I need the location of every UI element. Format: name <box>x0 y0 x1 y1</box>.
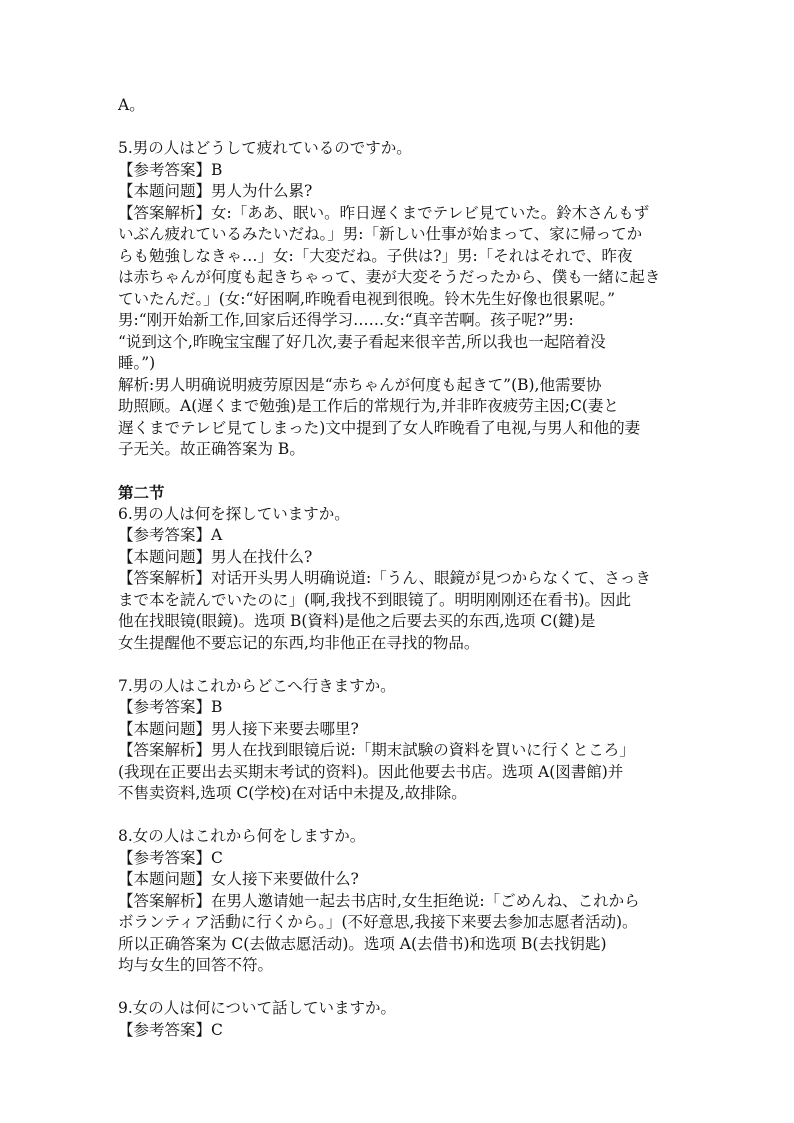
answer-analysis-line: 睡。”) <box>118 354 156 372</box>
answer-analysis-line: 所以正确答案为 C(去做志愿活动)。选项 A(去借书)和选项 B(去找钥匙) <box>118 934 607 953</box>
answer-analysis-line: 男:“刚开始新工作,回家后还得学习……女:“真辛苦啊。孩子呢?”男: <box>118 311 574 329</box>
answer-analysis-line: まで本を読んでいたのに」(啊,我找不到眼镜了。明明刚刚还在看书)。因此 <box>118 590 632 609</box>
paragraph-gap <box>118 461 678 483</box>
explanation-line: 遅くまでテレビ見てしまった)文中提到了女人昨晚看了电视,与男人和他的妻 <box>118 418 641 437</box>
answer-analysis-line: 【答案解析】对话开头男人明确说道:「うん、眼鏡が見つからなくて、さっき <box>118 569 651 587</box>
reference-answer: 【参考答案】A <box>118 526 223 544</box>
question-title: 9.女の人は何について話していますか。 <box>118 999 396 1017</box>
answer-analysis-line: “说到这个,昨晚宝宝醒了好几次,妻子看起来很辛苦,所以我也一起陪着没 <box>118 332 606 351</box>
question-translation: 【本题问题】女人接下来要做什么? <box>118 870 359 888</box>
question-translation: 【本题问题】男人在找什么? <box>118 547 313 566</box>
question-title: 7.男の人はこれからどこへ行きますか。 <box>118 676 396 695</box>
paragraph-gap <box>118 977 678 999</box>
answer-analysis-line: 均与女生的回答不符。 <box>118 956 274 974</box>
answer-analysis-line: 【答案解析】女:「ああ、眠い。昨日遅くまでテレビ見ていた。鈴木さんもず <box>118 203 650 222</box>
reference-answer: 【参考答案】C <box>118 1020 223 1039</box>
answer-analysis-line: ていたんだ。」(女:“好困啊,昨晚看电视到很晚。铃木先生好像也很累呢。” <box>118 289 616 308</box>
paragraph-gap <box>118 654 678 676</box>
answer-analysis-line: は赤ちゃんが何度も起きちゃって、妻が大変そうだったから、僕も一緒に起き <box>118 268 661 286</box>
answer-analysis-line: いぶん疲れているみたいだね。」男:「新しい仕事が始まって、家に帰ってか <box>118 225 643 243</box>
answer-analysis-line: 他在找眼镜(眼鏡)。选项 B(資料)是他之后要去买的东西,选项 C(鍵)是 <box>118 612 596 630</box>
reference-answer: 【参考答案】B <box>118 698 223 716</box>
question-translation: 【本题问题】男人接下来要去哪里? <box>118 719 359 738</box>
explanation-line: 子无关。故正确答案为 B。 <box>118 440 305 458</box>
reference-answer: 【参考答案】B <box>118 160 223 179</box>
paragraph-gap <box>118 117 678 139</box>
answer-analysis-line: (我现在正要出去买期末考试的资料)。因此他要去书店。选项 A(図書館)并 <box>118 762 624 781</box>
paragraph-gap <box>118 805 678 827</box>
reference-answer: 【参考答案】C <box>118 848 223 867</box>
section-heading: 第二节 <box>118 483 165 502</box>
answer-analysis-line: 【答案解析】在男人邀请她一起去书店时,女生拒绝说:「ごめんね、これから <box>118 891 640 910</box>
answer-analysis-line: 女生提醒他不要忘记的东西,均非他正在寻找的物品。 <box>118 633 480 652</box>
question-title: 5.男の人はどうして疲れているのですか。 <box>118 139 412 157</box>
question-translation: 【本题问题】男人为什么累? <box>118 182 313 200</box>
answer-analysis-line: らも勉強しなきゃ…」女:「大変だね。子供は?」男:「それはそれで、昨夜 <box>118 246 633 265</box>
question-title: 8.女の人はこれから何をしますか。 <box>118 827 366 845</box>
explanation-line: 助照顾。A(遅くまで勉強)是工作后的常规行为,并非昨夜疲劳主因;C(妻と <box>118 397 619 415</box>
explanation-line: 解析:男人明确说明疲劳原因是“赤ちゃんが何度も起きて”(B),他需要协 <box>118 375 602 394</box>
document-page <box>118 95 678 1041</box>
text-line: A。 <box>118 96 145 114</box>
answer-analysis-line: ボランティア活動に行くから。」(不好意思,我接下来要去参加志愿者活动)。 <box>118 913 638 931</box>
question-title: 6.男の人は何を探していますか。 <box>118 504 350 523</box>
answer-analysis-line: 【答案解析】男人在找到眼镜后说:「期末試験の資料を買いに行くところ」 <box>118 741 635 759</box>
answer-analysis-line: 不售卖资料,选项 C(学校)在对话中未提及,故排除。 <box>118 784 467 802</box>
